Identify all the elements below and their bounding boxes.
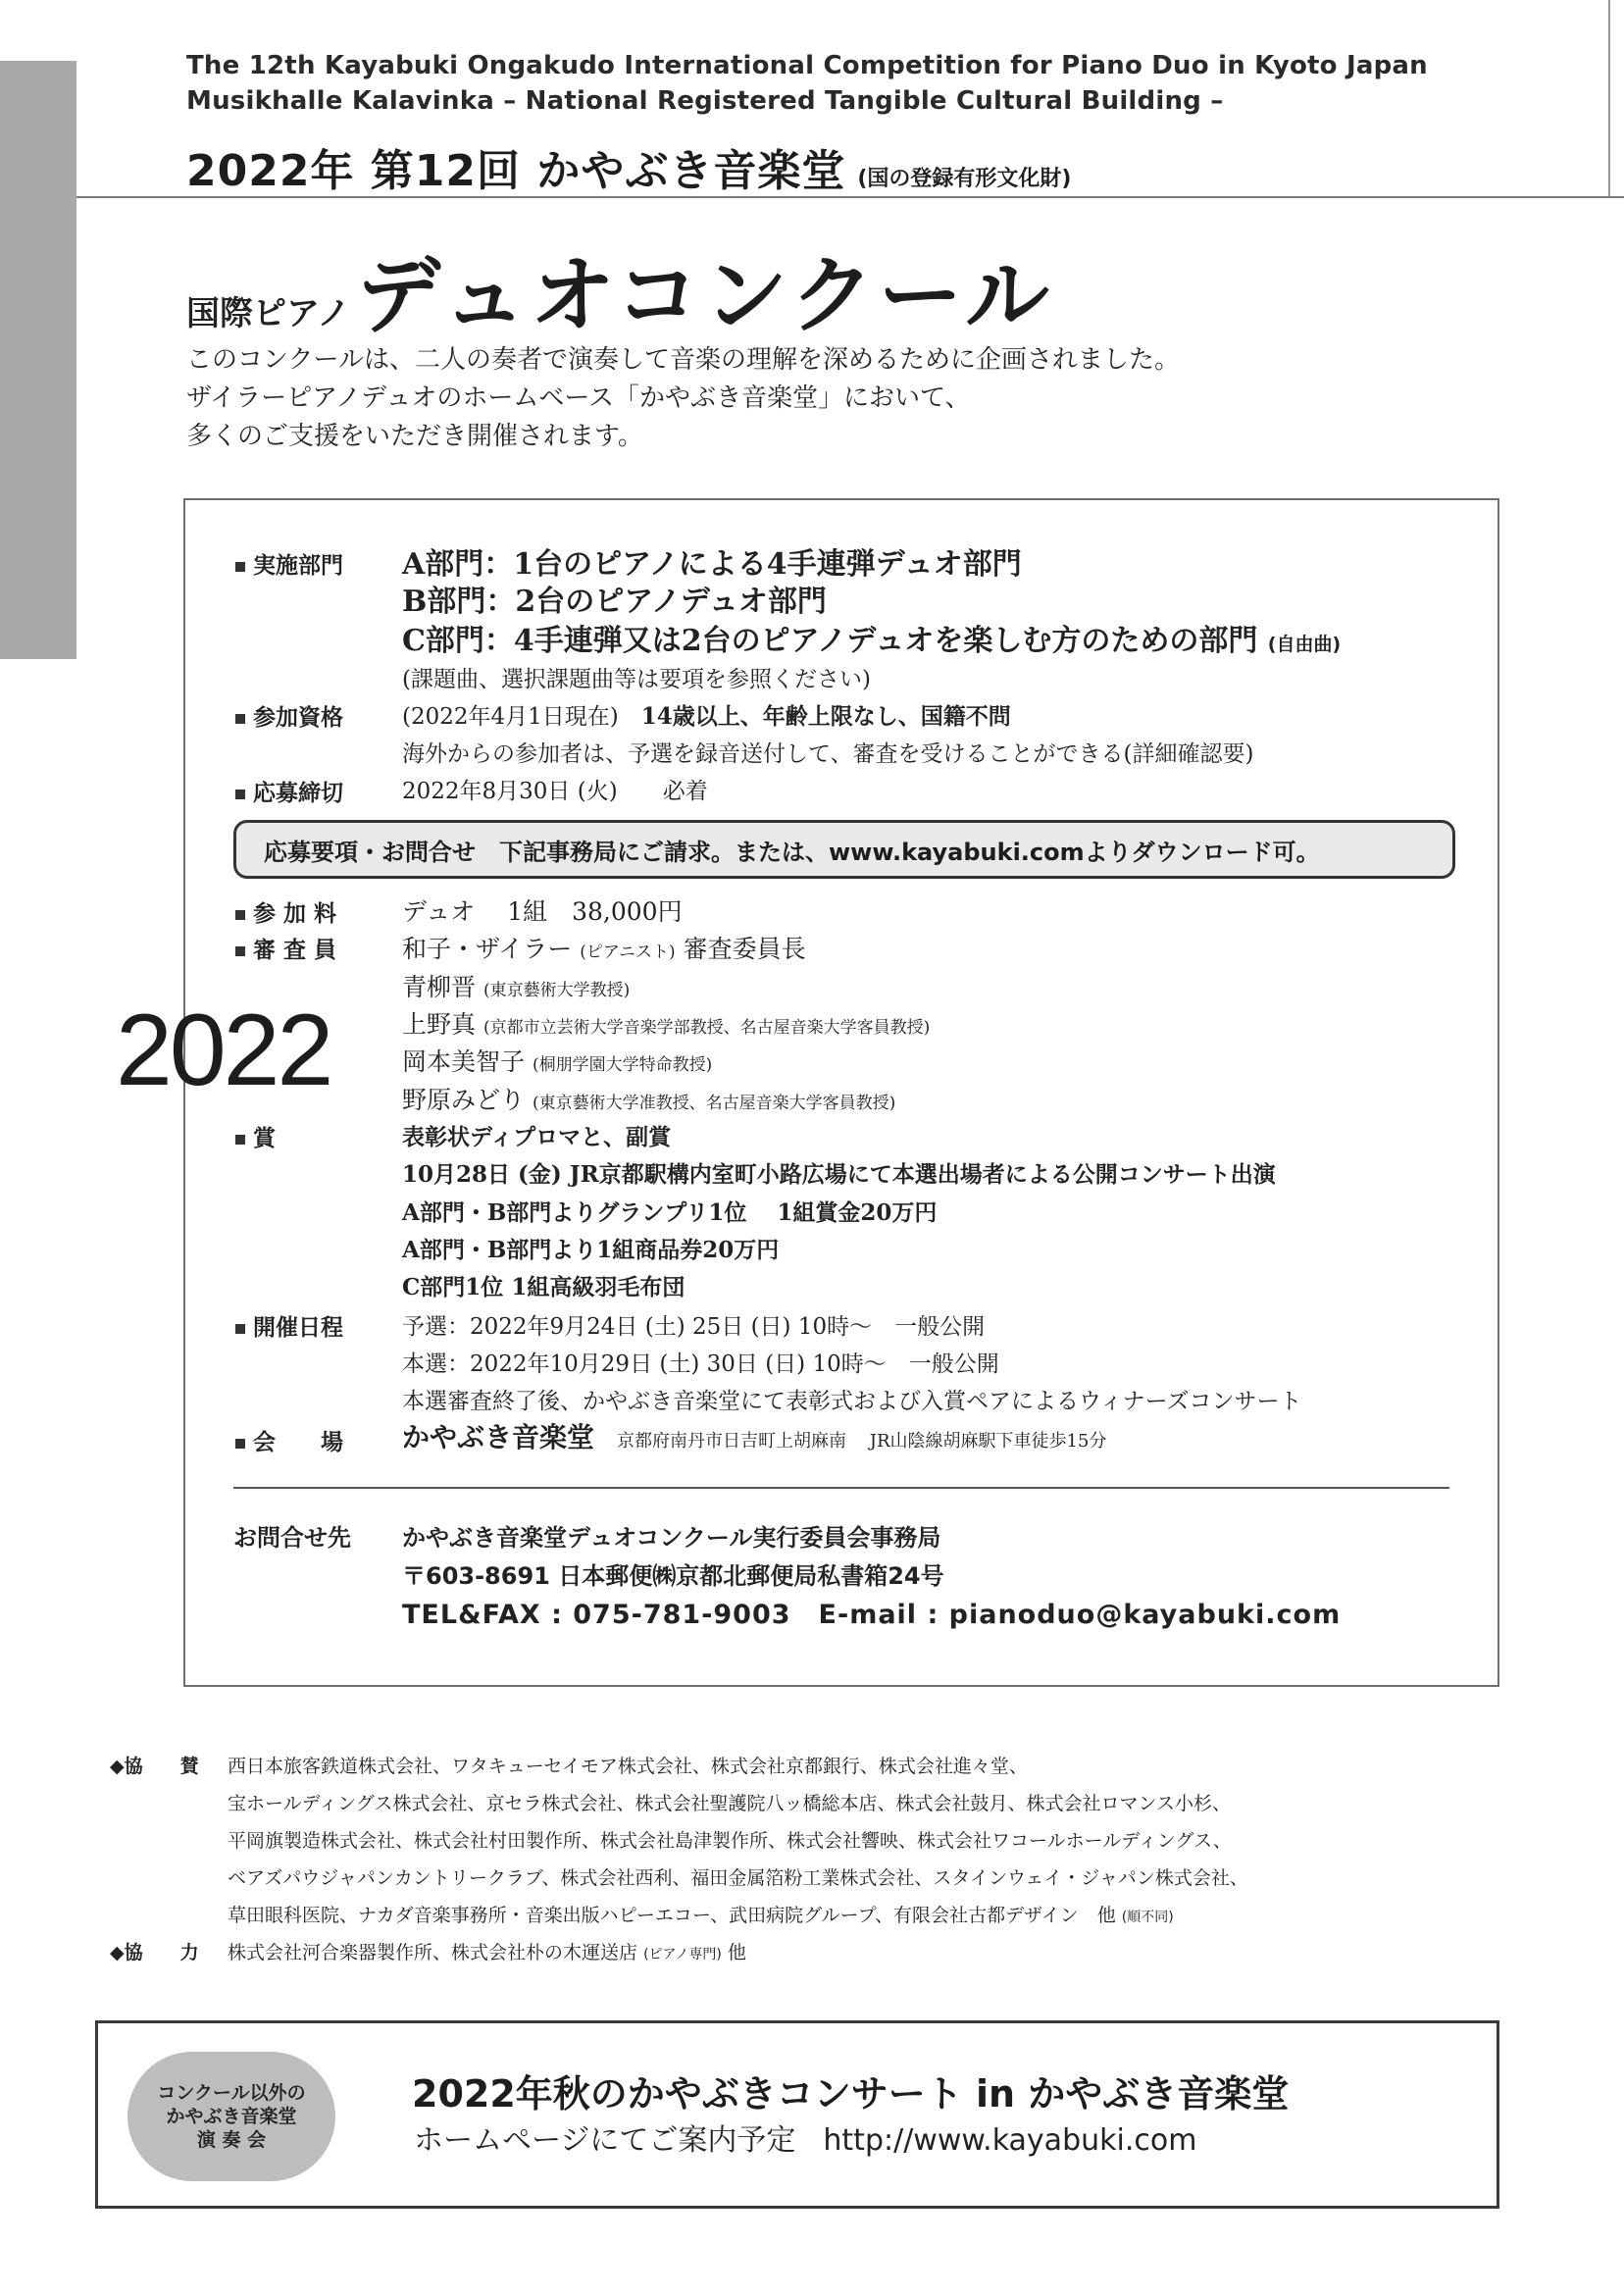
bullet-square-icon — [235, 790, 245, 799]
judges-label: 審 査 員 — [235, 932, 336, 964]
title-prefix: 国際ピアノ — [186, 294, 351, 333]
division-a: A部門：1台のピアノによる4手連弾デュオ部門 — [402, 547, 1022, 582]
japanese-heading — [186, 135, 1071, 198]
contact-label: お問合せ先 — [233, 1524, 351, 1552]
eligibility-line-2: 海外からの参加者は、予選を録音送付して、審査を受けることができる(詳細確認要) — [402, 741, 1254, 767]
division-c: C部門：4手連弾又は2台のピアノデュオを楽しむ方のための部門 (自由曲) — [402, 624, 1342, 658]
intro-paragraph — [186, 341, 1180, 456]
website-link[interactable]: http://www.kayabuki.com — [823, 2123, 1197, 2158]
judge-4: 岡本美智子 (桐朋学園大学特命教授) — [402, 1047, 713, 1076]
sponsor-line: 宝ホールディングス株式会社、京セラ株式会社、株式会社聖護院八ッ橋総本店、株式会社鼓月、株式会社ロマンス小杉、 — [228, 1793, 1231, 1814]
header-right-rule — [1608, 0, 1610, 196]
prize-line: C部門1位 1組高級羽毛布団 — [402, 1274, 685, 1300]
schedule-line: 本選審査終了後、かやぶき音楽堂にて表彰式および入賞ペアによるウィナーズコンサート — [402, 1389, 1302, 1414]
judge-1: 和子・ザイラー (ピアニスト) 審査委員長 — [402, 935, 806, 963]
side-gray-bar — [0, 61, 76, 659]
cooperation-text: 株式会社河合楽器製作所、株式会社朴の木運送店 (ピアノ専門) 他 — [228, 1942, 746, 1963]
bullet-square-icon — [235, 946, 245, 956]
schedule-line: 予選：2022年9月24日 (土) 25日 (日) 10時〜 一般公開 — [402, 1314, 986, 1340]
division-note: (課題曲、選択課題曲等は要項を参照ください) — [402, 667, 871, 692]
bullet-square-icon — [235, 1135, 245, 1145]
venue-value: かやぶき音楽堂 京都府南丹市日吉町上胡麻南 JR山陰線胡麻駅下車徒歩15分 — [402, 1421, 1107, 1453]
schedule-label: 開催日程 — [235, 1309, 343, 1342]
judge-3: 上野真 (京都市立芸術大学音楽学部教授、名古屋音楽大学客員教授) — [402, 1010, 931, 1039]
heading-main: 2022年 第12回 かやぶき音楽堂 — [186, 146, 846, 196]
deadline-value: 2022年8月30日 (火) 必着 — [402, 779, 708, 804]
prize-line: 表彰状ディプロマと、副賞 — [402, 1124, 672, 1150]
intro-line: ザイラーピアノデュオのホームベース「かやぶき音楽堂」において、 — [186, 383, 971, 413]
sponsor-line: 平岡旗製造株式会社、株式会社村田製作所、株式会社島津製作所、株式会社響映、株式会社ワコールホールディングス、 — [228, 1830, 1232, 1852]
autumn-concert-title: 2022年秋のかやぶきコンサート in かやぶき音楽堂 — [412, 2072, 1290, 2116]
english-title-line-2: Musikhalle Kalavinka – National Registered Tangible Cultural Building – — [186, 86, 1224, 116]
division-label: 実施部門 — [235, 547, 343, 580]
autumn-concert-note: ホームページにてご案内予定 — [414, 2123, 796, 2158]
bullet-square-icon — [235, 1324, 245, 1334]
prize-label: 賞 — [235, 1120, 276, 1152]
badge-line: 演 奏 会 — [196, 2129, 267, 2151]
prize-line: 10月28日 (金) JR京都駅構内室町小路広場にて本選出場者による公開コンサート出演 — [402, 1161, 1276, 1188]
autumn-concert-info — [414, 2116, 1196, 2159]
cooperation-label: ◆協 力 — [110, 1942, 199, 1963]
contact-tel-email: TEL&FAX : 075-781-9003 E-mail : pianoduo@kayabuki.com — [402, 1600, 1342, 1630]
year-large: 2022 — [116, 994, 331, 1107]
judge-2: 青柳晋 (東京藝術大学教授) — [402, 973, 631, 1001]
other-concerts-badge — [127, 2052, 335, 2181]
contact-divider — [233, 1487, 1449, 1489]
sponsor-line: 西日本旅客鉄道株式会社、ワタキューセイモア株式会社、株式会社京都銀行、株式会社進々堂、 — [228, 1756, 1028, 1777]
venue-label: 会 場 — [235, 1424, 343, 1456]
schedule-line: 本選：2022年10月29日 (土) 30日 (日) 10時〜 一般公開 — [402, 1351, 999, 1377]
bullet-square-icon — [235, 910, 245, 920]
sponsor-line: ベアズパウジャパンカントリークラブ、株式会社西利、福田金属箔粉工業株式会社、スタインウェイ・ジャパン株式会社、 — [228, 1867, 1248, 1889]
heading-note: (国の登録有形文化財) — [857, 167, 1072, 191]
bullet-square-icon — [235, 1439, 245, 1449]
deadline-label: 応募締切 — [235, 775, 343, 807]
prize-line: A部門・B部門より1組商品券20万円 — [402, 1237, 780, 1263]
judge-5: 野原みどり (東京藝術大学准教授、名古屋音楽大学客員教授) — [402, 1086, 896, 1114]
eligibility-line-1: (2022年4月1日現在) 14歳以上、年齢上限なし、国籍不問 — [402, 703, 1011, 730]
fee-value: デュオ 1組 38,000円 — [402, 897, 683, 926]
english-title-line-1: The 12th Kayabuki Ongakudo International Competition for Piano Duo in Kyoto Japan — [186, 51, 1428, 80]
support-label: ◆協 賛 — [110, 1756, 199, 1777]
badge-line: かやぶき音楽堂 — [166, 2106, 297, 2127]
bullet-square-icon — [235, 562, 245, 572]
prize-line: A部門・B部門よりグランプリ1位 1組賞金20万円 — [402, 1199, 938, 1226]
title-main: デュオコンクール — [356, 247, 1053, 345]
application-info-banner — [233, 820, 1455, 879]
contact-org: かやぶき音楽堂デュオコンクール実行委員会事務局 — [402, 1524, 941, 1552]
application-info-text: 応募要項・お問合せ 下記事務局にご請求。または、www.kayabuki.comよりダウンロード可。 — [264, 838, 1320, 866]
intro-line: 多くのご支援をいただき開催されます。 — [186, 422, 643, 451]
sponsor-line: 草田眼科医院、ナカダ音楽事務所・音楽出版ハピーエコー、武田病院グループ、有限会社古都デザイン 他 (順不同) — [228, 1905, 1174, 1926]
division-b: B部門：2台のピアノデュオ部門 — [402, 585, 827, 619]
intro-line: このコンクールは、二人の奏者で演奏して音楽の理解を深めるために企画されました。 — [186, 345, 1180, 375]
competition-title — [186, 228, 1053, 349]
bullet-square-icon — [235, 714, 245, 724]
fee-label: 参 加 料 — [235, 895, 336, 928]
eligibility-label: 参加資格 — [235, 699, 343, 732]
contact-address: 〒603-8691 日本郵便㈱京都北郵便局私書箱24号 — [402, 1562, 944, 1590]
badge-line: コンクール以外の — [157, 2082, 306, 2104]
